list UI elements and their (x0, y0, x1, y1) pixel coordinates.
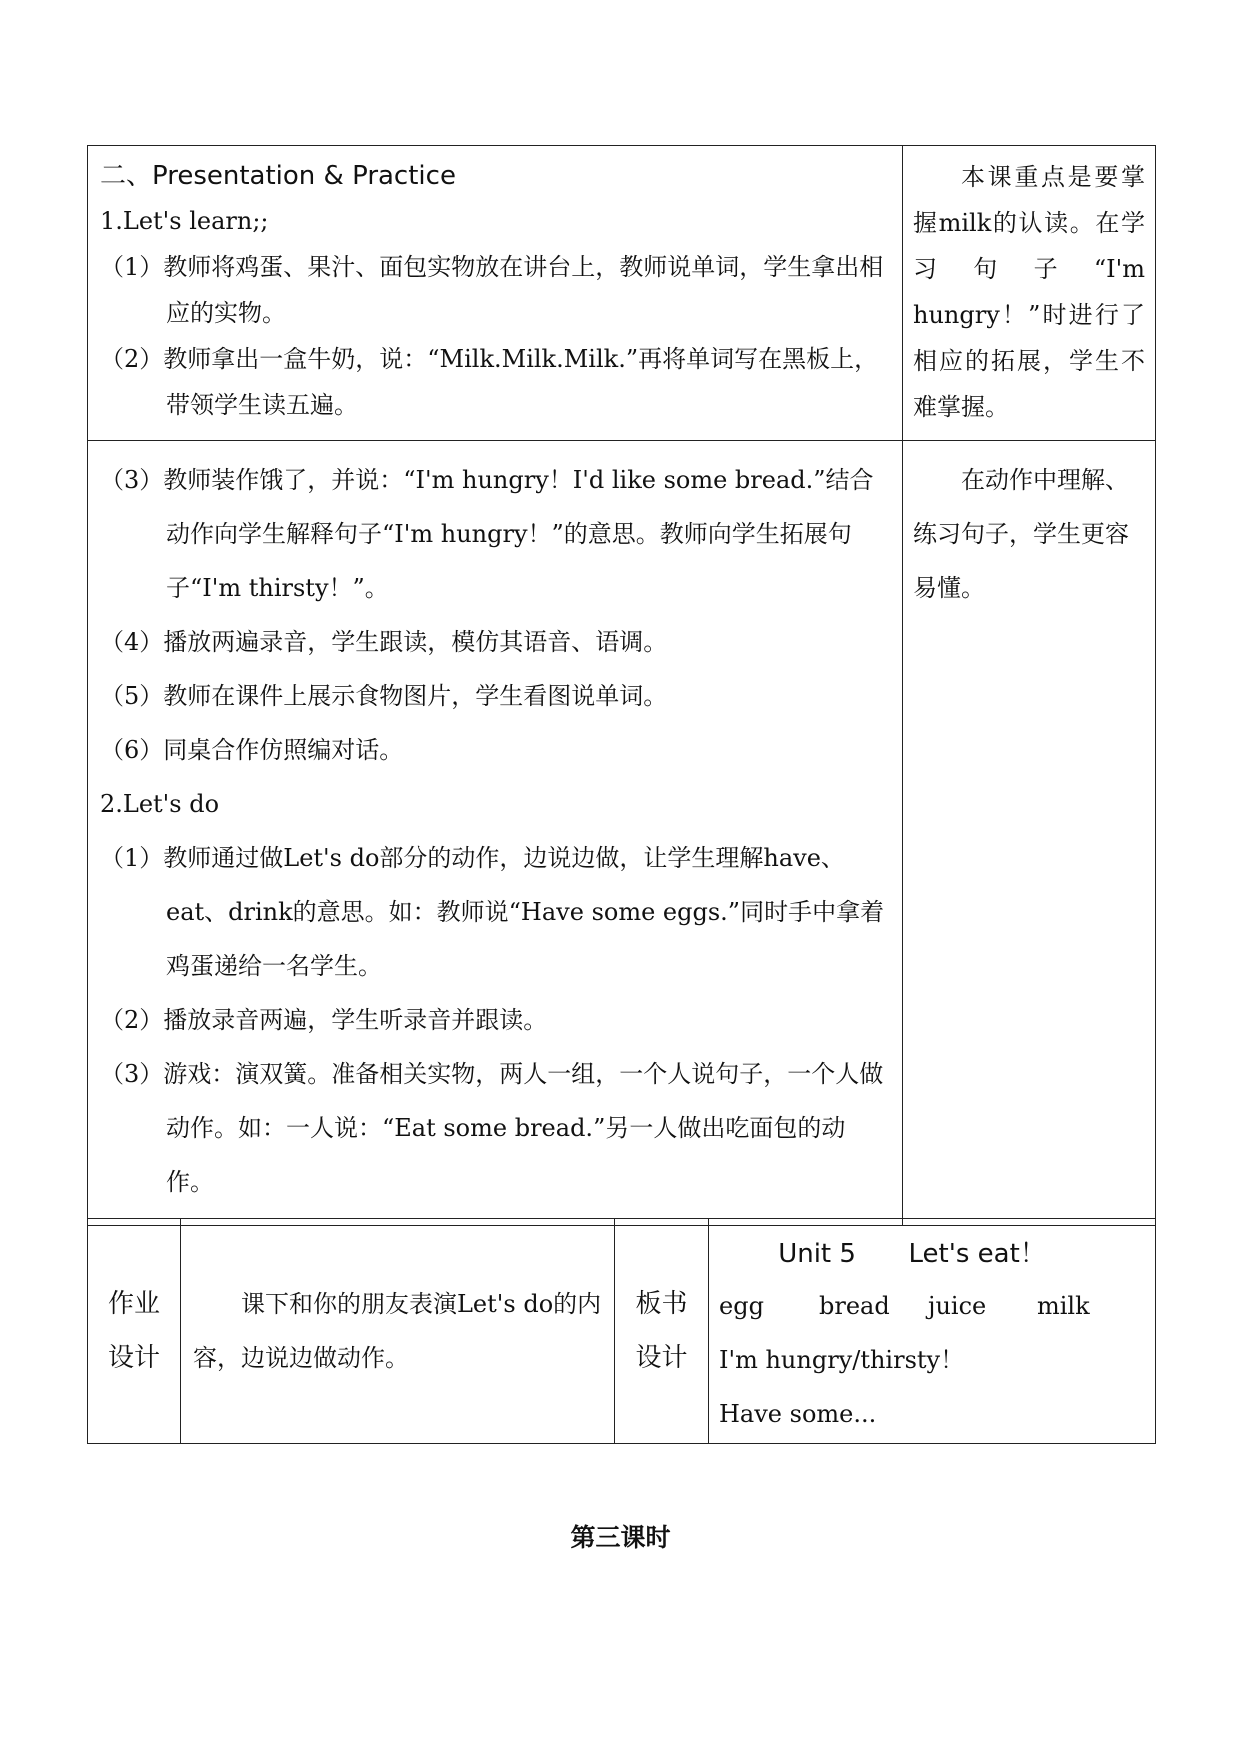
board-word: bread (819, 1292, 890, 1320)
board-word: egg (719, 1292, 764, 1320)
board-line: Have some... (719, 1400, 877, 1428)
board-label-line: 设计 (635, 1343, 688, 1373)
homework-board-table (87, 1218, 1156, 1444)
board-word: milk (1037, 1292, 1090, 1320)
blackboard-design (709, 1219, 1156, 1444)
step-item: （4）播放两遍录音，学生跟读，模仿其语音、语调。 (100, 628, 668, 656)
step-item: （2）播放录音两遍，学生听录音并跟读。 (100, 1006, 548, 1034)
section1-content (88, 146, 903, 441)
board-unit: Unit 5 (778, 1239, 856, 1269)
homework-board-row (88, 1219, 1156, 1444)
section2-row (88, 441, 1156, 1226)
teaching-note: 本课重点是要掌握milk的认读。在学习句子“I'm hungry！”时进行了相应的拓展，学生不难掌握。 (913, 163, 1145, 421)
section1-note (903, 146, 1156, 441)
section-heading: 二、Presentation & Practice (100, 161, 456, 191)
homework-text: 课下和你的朋友表演Let's do的内容，边说边做动作。 (181, 1219, 615, 1444)
section2-content (88, 441, 903, 1226)
section1-row (88, 146, 1156, 441)
homework-label-line: 设计 (107, 1343, 160, 1373)
board-title (719, 1229, 1145, 1279)
do-title: 2.Let's do (100, 790, 220, 818)
board-label (615, 1219, 709, 1444)
learn-title: 1.Let's learn;; (100, 207, 269, 235)
step-item: （1）教师将鸡蛋、果汁、面包实物放在讲台上，教师说单词，学生拿出相应的实物。 (100, 253, 884, 327)
board-word: juice (928, 1292, 987, 1320)
step-item: （3）教师装作饿了，并说：“I'm hungry！I'd like some bread.”结合动作向学生解释句子“I'm hungry！”的意思。教师向学生拓展句子“I'm thirsty！”。 (100, 466, 874, 602)
lesson-plan-table (87, 145, 1156, 1226)
homework-label-line: 作业 (107, 1289, 160, 1319)
step-item: （3）游戏：演双簧。准备相关实物，两人一组，一个人说句子，一个人做动作。如：一人说：“Eat some bread.”另一人做出吃面包的动作。 (100, 1060, 884, 1196)
section2-note (903, 441, 1156, 1226)
lesson-title: 第三课时 (570, 1523, 671, 1552)
step-item: （6）同桌合作仿照编对话。 (100, 736, 404, 764)
board-label-line: 板书 (635, 1289, 688, 1319)
board-line: I'm hungry/thirsty！ (719, 1346, 965, 1374)
step-item: （1）教师通过做Let's do部分的动作，边说边做，让学生理解have、eat、drink的意思。如：教师说“Have some eggs.”同时手中拿着鸡蛋递给一名学生。 (100, 844, 885, 980)
step-item: （2）教师拿出一盒牛奶，说：“Milk.Milk.Milk.”再将单词写在黑板上，带领学生读五遍。 (100, 345, 879, 419)
board-words (719, 1279, 1145, 1333)
teaching-note: 在动作中理解、练习句子，学生更容易懂。 (913, 466, 1129, 602)
homework-label (88, 1219, 181, 1444)
board-title-text: Let's eat！ (908, 1239, 1046, 1269)
step-item: （5）教师在课件上展示食物图片，学生看图说单词。 (100, 682, 668, 710)
